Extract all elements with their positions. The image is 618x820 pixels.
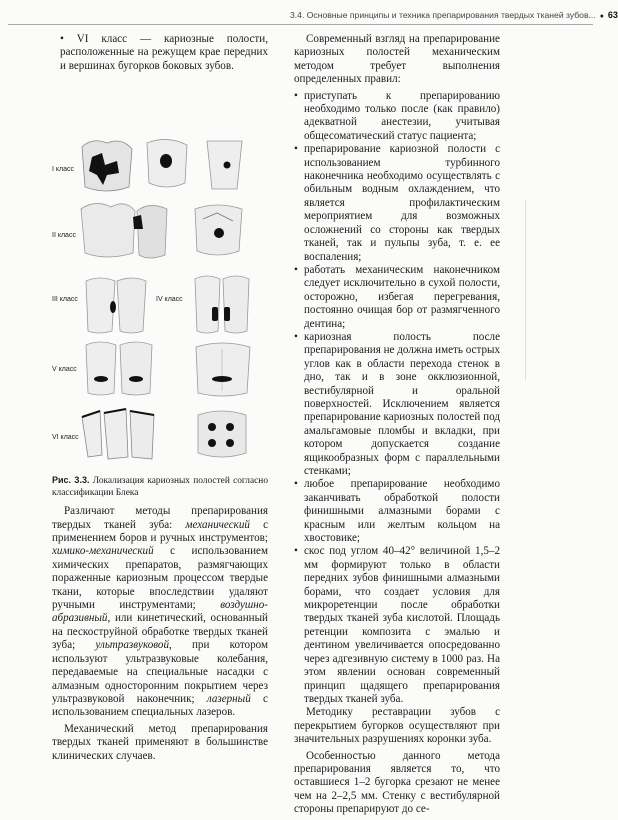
paragraph-intro: Современный взгляд на препарирование кариозных полостей механическим методом требует выполнения определенных правил: bbox=[294, 33, 500, 86]
paragraph-methods: Различают методы препарирования твердых тканей зуба: механический с применением боров и ручных инструментов; химико-механический с использованием химических препаратов, размягчающих пораженные кариозным процессом твердые ткани, которые впоследствии удаляют ручными инструментами; воздушно-абразивный, или кинетический, основанный на пескоструйной обработке твердых тканей зуба; ультразвуковой, при котором используют ультразвуковые колебания, передаваемые на специальные насадки с алмазным односторонним покрытием через ультразвуковой наконечник; лазерный с использованием специальных лазеров. bbox=[52, 505, 268, 719]
class-6-teeth-illustration bbox=[80, 407, 160, 462]
label-class-3: III класс bbox=[52, 296, 78, 304]
class-2-teeth-illustration bbox=[77, 195, 252, 263]
paragraph-feature: Особенностью данного метода препарирования является то, что оставшиеся 1–2 бугорка срезают не менее чем на 2–2,5 мм. Стенку с вестибулярной стороны препарируют до се- bbox=[294, 749, 500, 816]
rule-item: • кариозная полость после препарирования не должна иметь острых углов как в области перехода стенок в дно, так и в зоне окклюзионной, вестибулярной и оральной поверхностей. Исключением является препарирование кариозных полостей под амальгамовые пломбы и вкладки, при котором допускается создание ящикообразных форм с параллельными стенками; bbox=[294, 331, 500, 478]
class-5-teeth-illustration bbox=[82, 339, 157, 399]
label-class-4: IV класс bbox=[156, 296, 183, 304]
page-number: 63 bbox=[607, 10, 618, 20]
label-class-5: V класс bbox=[52, 366, 77, 374]
rules-list bbox=[294, 90, 500, 707]
figure-caption bbox=[52, 475, 268, 499]
label-class-1: I класс bbox=[52, 166, 75, 174]
header-rule bbox=[8, 24, 593, 25]
rule-item: • работать механическим наконечником следует исключительно в сухой полости, осторожно, избегая перегревания, постоянно очищая бор от размягченного дентина; bbox=[294, 264, 500, 331]
running-header bbox=[290, 10, 618, 24]
class-3-teeth-illustration bbox=[82, 273, 152, 337]
right-column bbox=[294, 33, 500, 820]
left-column bbox=[52, 33, 268, 766]
caption-text: Локализация кариозных полостей согласно классификации Блека bbox=[52, 476, 269, 498]
class-6-molar-illustration bbox=[192, 407, 252, 462]
rule-item: • скос под углом 40–42° величиной 1,5–2 мм формируют только в области передних зубов финишными алмазными борами, что создает условия для микроретенции после обработки твердых тканей зуба кислотой. Площадь ретенции композита с эмалью и дентином увеличивается опосредованно через адгезивную систему в 1000 раз. На этом явлении основан современный принцип щадящего препарирования твердых тканей зуба. bbox=[294, 545, 500, 706]
vi-class-item: • VI класс — кариозные полости, расположенные на режущем крае передних и вершинах бугорков боковых зубов. bbox=[60, 33, 268, 72]
rule-item: • препарирование кариозной полости с использованием турбинного наконечника необходимо осуществлять с обильным водным охлаждением, что является профилактическим мероприятием для возможных осложнений со стороны как твердых тканей, так и пульпы зуба, т. е. ее воспаления; bbox=[294, 143, 500, 264]
caption-label: Рис. 3.3. bbox=[52, 475, 90, 486]
label-class-2: II класс bbox=[52, 232, 76, 240]
class-1-teeth-illustration bbox=[77, 135, 252, 197]
running-title: 3.4. Основные принципы и техника препарирования твердых тканей зубов... bbox=[290, 10, 596, 20]
paragraph-mechanical: Механический метод препарирования твердых тканей применяют в большинстве клинических случаев. bbox=[52, 722, 268, 762]
margin-mark bbox=[525, 200, 526, 380]
vi-class-text: VI класс — кариозные полости, расположенные на режущем крае передних и вершинах бугорков боковых зубов. bbox=[60, 33, 268, 72]
rule-item: • любое препарирование необходимо заканчивать обработкой полости финишными алмазными борами с красным или желтым кольцом на хвостовике; bbox=[294, 478, 500, 545]
class-5-molars-illustration bbox=[192, 339, 254, 399]
figure-black-classification bbox=[52, 77, 268, 467]
class-4-teeth-illustration bbox=[192, 271, 252, 337]
label-class-6: VI класс bbox=[52, 434, 79, 442]
bullet-separator: ● bbox=[599, 13, 604, 20]
paragraph-restoration: Методику реставрации зубов с перекрытием бугорков осуществляют при значительных разрушениях коронки зуба. bbox=[294, 706, 500, 746]
rule-item: • приступать к препарированию необходимо только после (как правило) адекватной анестезии, учитывая общесоматический статус пациента; bbox=[294, 90, 500, 144]
